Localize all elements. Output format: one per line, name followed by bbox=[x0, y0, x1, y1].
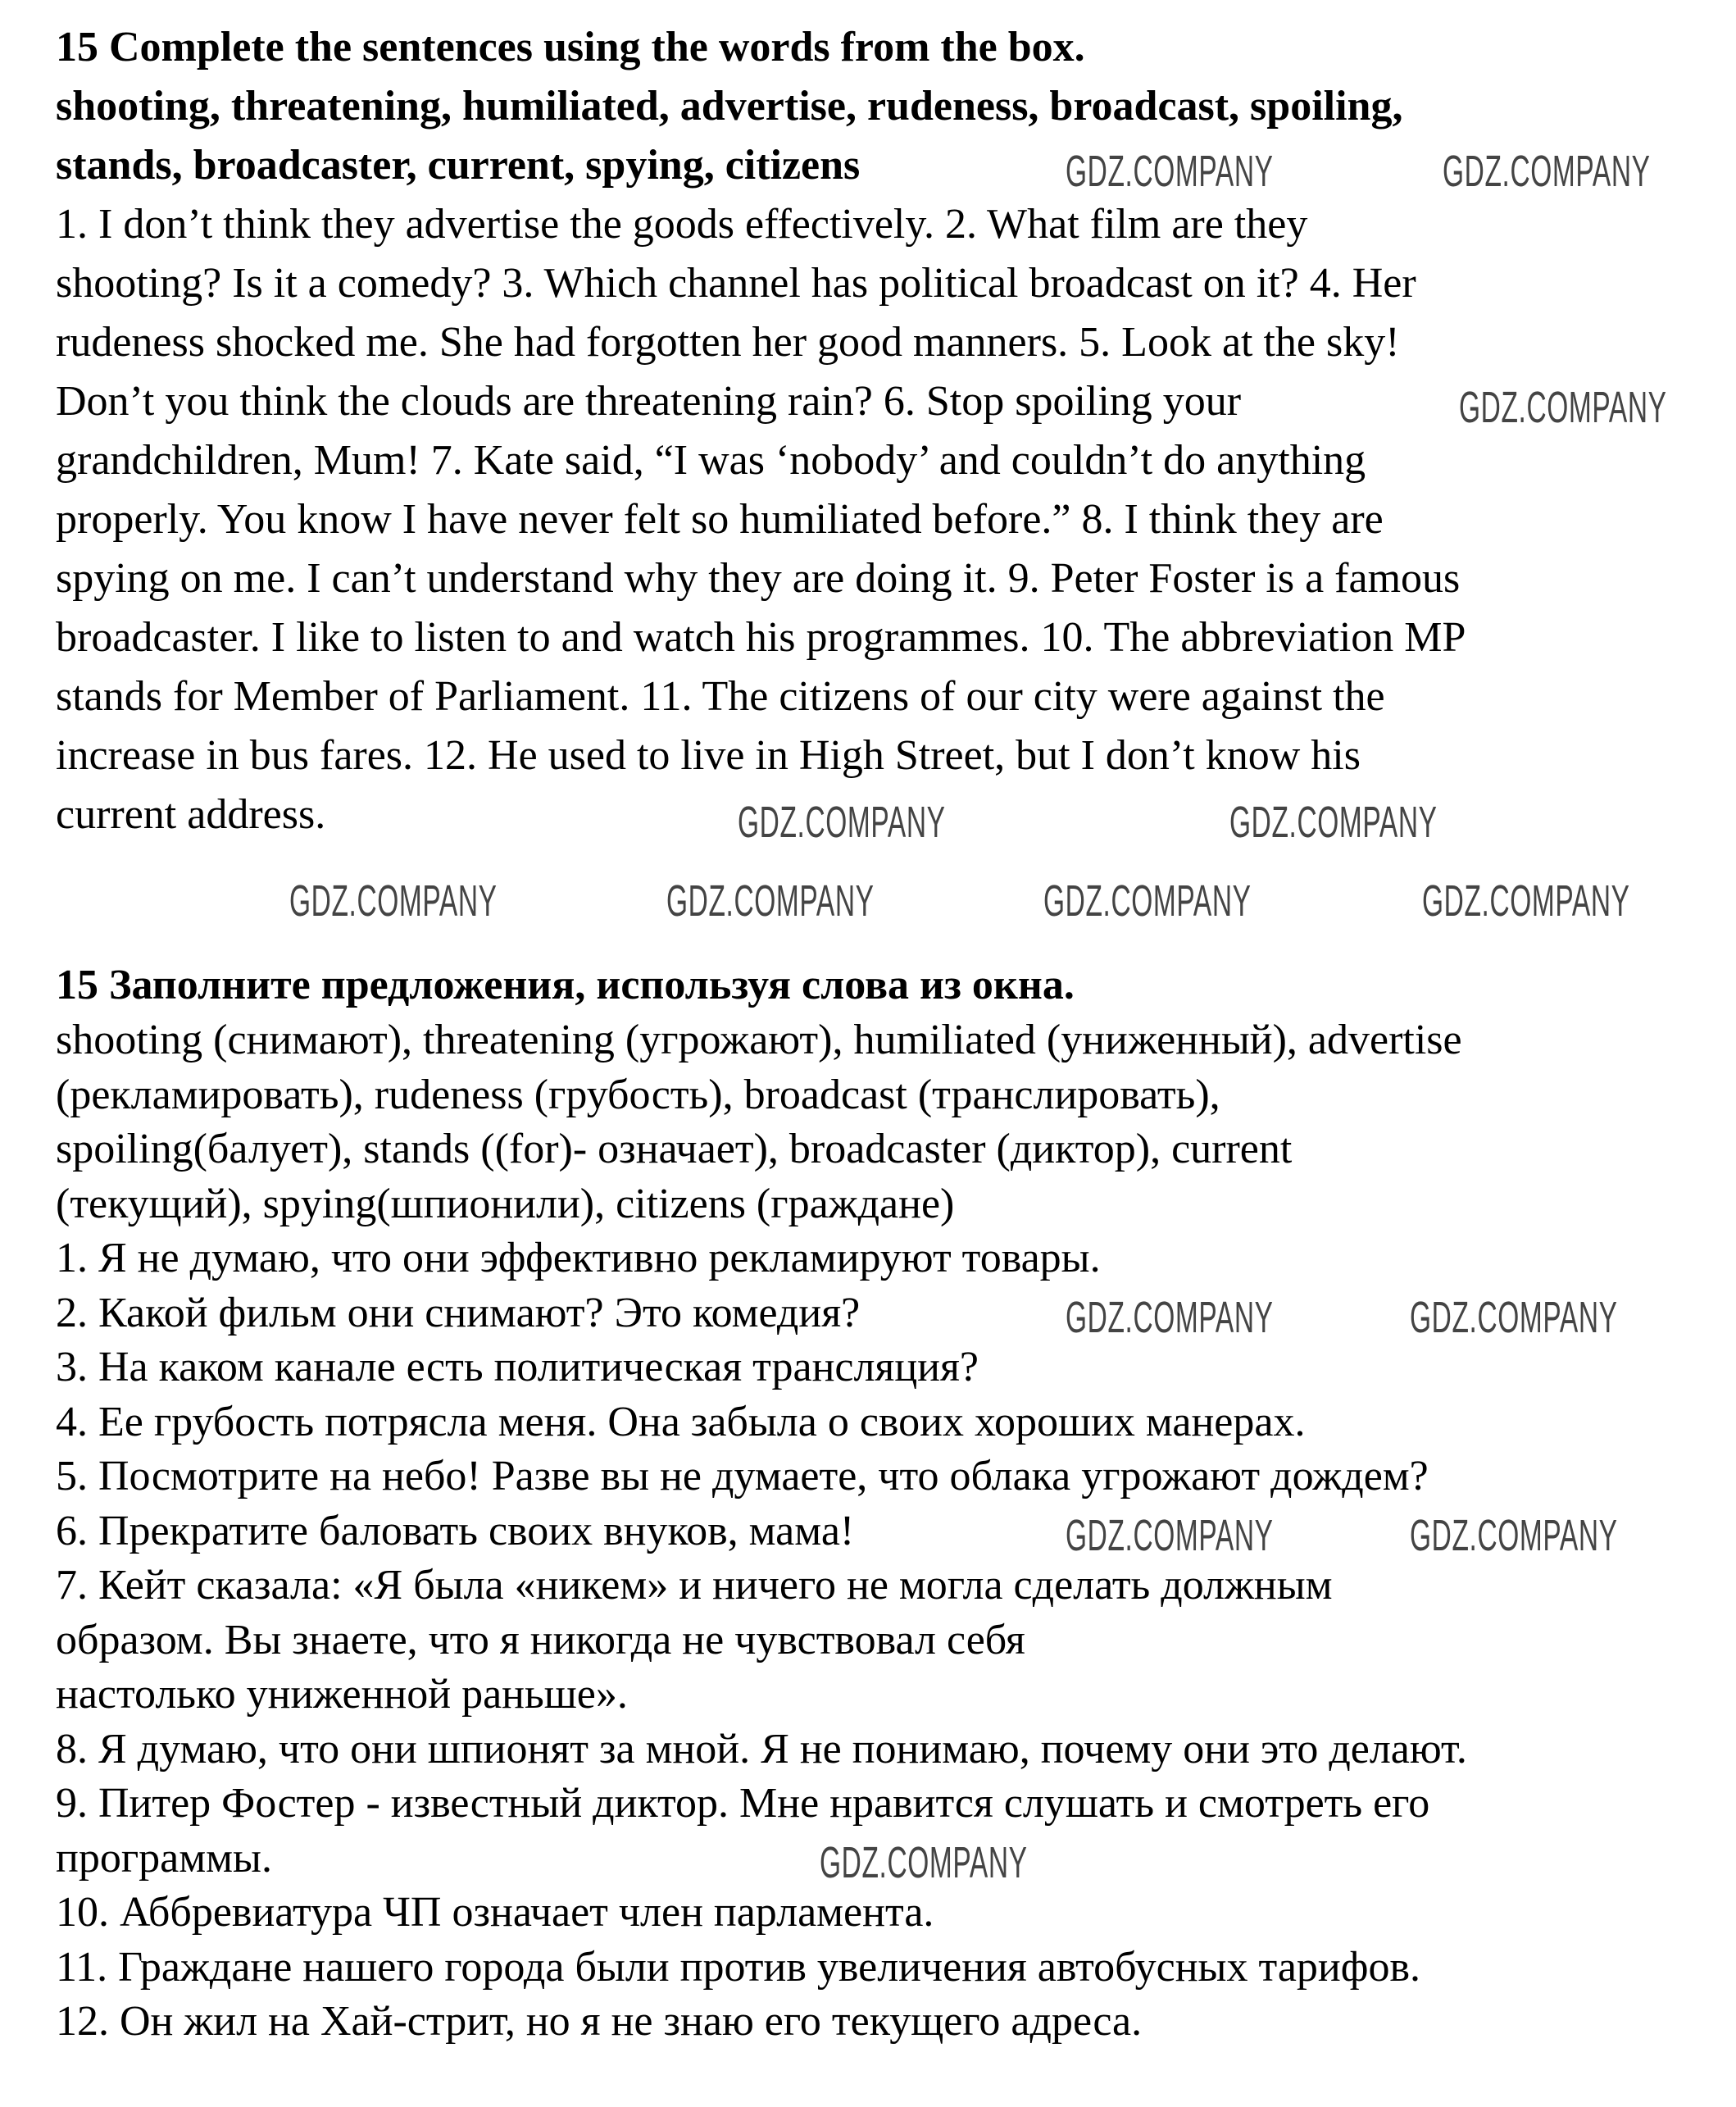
translation-line: 8. Я думаю, что они шпионят за мной. Я не понимаю, почему они это делают. bbox=[56, 1725, 1467, 1773]
translation-line: 6. Прекратите баловать своих внуков, мама! bbox=[56, 1507, 855, 1554]
translation-line: 3. На каком канале есть политическая трансляция? bbox=[56, 1344, 979, 1390]
answer-line: broadcaster. I like to listen to and watch his programmes. 10. The abbreviation MP bbox=[56, 614, 1466, 661]
watermark: GDZ.COMPANY bbox=[1066, 1293, 1274, 1342]
exercise-heading: 15 Complete the sentences using the words from the box. bbox=[56, 24, 1085, 71]
answer-line: properly. You know I have never felt so humiliated before.” 8. I think they are bbox=[56, 496, 1384, 543]
watermark: GDZ.COMPANY bbox=[289, 876, 498, 926]
translation-line: 4. Ее грубость потрясла меня. Она забыла о своих хороших манерах. bbox=[56, 1398, 1306, 1445]
watermark: GDZ.COMPANY bbox=[1066, 147, 1274, 196]
answer-line: shooting? Is it a comedy? 3. Which channel has political broadcast on it? 4. Her bbox=[56, 260, 1416, 307]
watermark: GDZ.COMPANY bbox=[666, 876, 875, 926]
watermark: GDZ.COMPANY bbox=[1443, 147, 1651, 196]
translation-line: 1. Я не думаю, что они эффективно рекламируют товары. bbox=[56, 1235, 1101, 1281]
translation-line: spoiling(балует), stands ((for)- означает), broadcaster (диктор), current bbox=[56, 1126, 1293, 1172]
watermark: GDZ.COMPANY bbox=[738, 798, 946, 847]
translation-line: 10. Аббревиатура ЧП означает член парламента. bbox=[56, 1889, 934, 1936]
answer-line: increase in bus fares. 12. He used to live in High Street, but I don’t know his bbox=[56, 732, 1361, 779]
answer-line: 1. I don’t think they advertise the goods effectively. 2. What film are they bbox=[56, 201, 1308, 248]
answer-line: stands for Member of Parliament. 11. The citizens of our city were against the bbox=[56, 673, 1385, 720]
translation-line: программы. bbox=[56, 1834, 272, 1882]
watermark: GDZ.COMPANY bbox=[1410, 1293, 1618, 1342]
translation-line: настолько униженной раньше». bbox=[56, 1671, 628, 1718]
answer-line: spying on me. I can’t understand why they are doing it. 9. Peter Foster is a famous bbox=[56, 555, 1461, 602]
watermark: GDZ.COMPANY bbox=[1229, 798, 1438, 847]
translation-line: 9. Питер Фостер - известный диктор. Мне нравится слушать и смотреть его bbox=[56, 1780, 1430, 1827]
translation-line: 11. Граждане нашего города были против увеличения автобусных тарифов. bbox=[56, 1943, 1420, 1991]
watermark: GDZ.COMPANY bbox=[1422, 876, 1630, 926]
watermark: GDZ.COMPANY bbox=[820, 1838, 1028, 1887]
translation-line: 2. Какой фильм они снимают? Это комедия? bbox=[56, 1289, 861, 1336]
answer-line: rudeness shocked me. She had forgotten her good manners. 5. Look at the sky! bbox=[56, 319, 1400, 366]
word-box-line: stands, broadcaster, current, spying, citizens bbox=[56, 142, 861, 189]
answer-line: Don’t you think the clouds are threatening rain? 6. Stop spoiling your bbox=[56, 378, 1242, 425]
translation-line: 7. Кейт сказала: «Я была «никем» и ничего не могла сделать должным bbox=[56, 1562, 1333, 1609]
translation-line: 12. Он жил на Хай-стрит, но я не знаю его текущего адреса. bbox=[56, 1998, 1143, 2045]
watermark: GDZ.COMPANY bbox=[1459, 383, 1667, 432]
watermark: GDZ.COMPANY bbox=[1066, 1511, 1274, 1560]
answer-line: grandchildren, Mum! 7. Kate said, “I was ‘nobody’ and couldn’t do anything bbox=[56, 437, 1366, 484]
watermark: GDZ.COMPANY bbox=[1410, 1511, 1618, 1560]
translation-heading: 15 Заполните предложения, используя слова из окна. bbox=[56, 962, 1075, 1008]
translation-line: 5. Посмотрите на небо! Разве вы не думаете, что облака угрожают дождем? bbox=[56, 1453, 1429, 1499]
translation-line: образом. Вы знаете, что я никогда не чувствовал себя bbox=[56, 1616, 1025, 1663]
watermark: GDZ.COMPANY bbox=[1043, 876, 1252, 926]
translation-line: (рекламировать), rudeness (грубость), broadcast (транслировать), bbox=[56, 1071, 1220, 1118]
translation-line: shooting (снимают), threatening (угрожают), humiliated (униженный), advertise bbox=[56, 1017, 1462, 1063]
translation-line: (текущий), spying(шпионили), citizens (граждане) bbox=[56, 1180, 955, 1227]
answer-line: current address. bbox=[56, 791, 326, 838]
word-box-line: shooting, threatening, humiliated, advertise, rudeness, broadcast, spoiling, bbox=[56, 83, 1403, 130]
